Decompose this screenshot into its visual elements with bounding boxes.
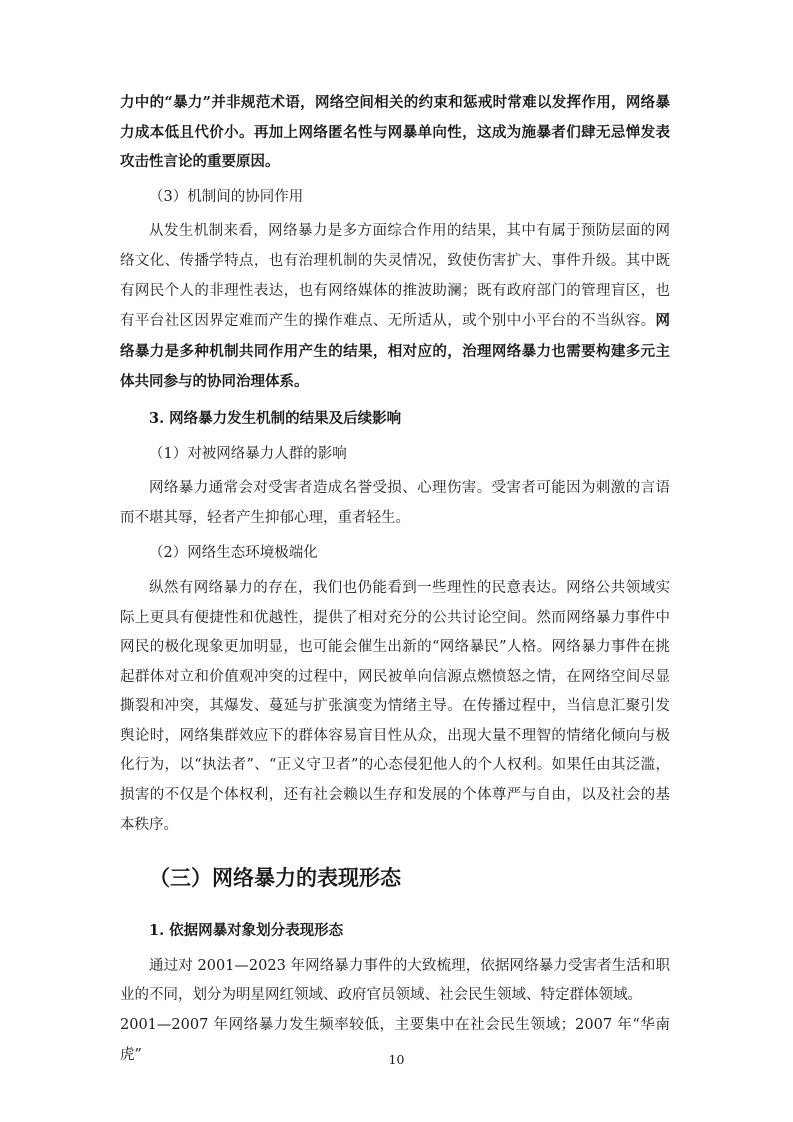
- paragraph-continued: 力中的“暴力”并非规范术语，网络空间相关的约束和惩戒时常难以发挥作用，网络暴力成本低且代价小。再加上网络匿名性与网暴单向性，这成为施暴者们肆无忌惮发表攻击性言论的重要原因。: [120, 94, 670, 171]
- paragraph-ecology: 纵然有网络暴力的存在，我们也仍能看到一些理性的民意表达。网络公共领域实际上更具有便捷性和优越性，提供了相对充分的公共讨论空间。然而网络暴力事件中网民的极化现象更加明显，也可能会催生出新的“网络暴民”人格。网络暴力事件在挑起群体对立和价值观冲突的过程中，网民被单向信源点燃愤怒之情，在网络空间尽显撕裂和冲突，其爆发、蔓延与扩张演变为情绪主导。在传播过程中，当信息汇聚引发舆论时，网络集群效应下的群体容易盲目性从众，出现大量不理智的情绪化倾向与极化行为，以“执法者”、“正义守卫者”的心态侵犯他人的个人权利。如果任由其泛滥，损害的不仅是个体权利，还有社会赖以生存和发展的个体尊严与自由，以及社会的基本秩序。: [120, 579, 670, 833]
- paragraph-emphasis: 网络暴力是多种机制共同作用产生的结果，相对应的，治理网络暴力也需要构建多元主体共同参与的协同治理体系。: [120, 312, 670, 391]
- paragraph-text: 从发生机制来看，网络暴力是多方面综合作用的结果，其中有属于预防层面的网络文化、传播学特点，也有治理机制的失灵情况，致使伤害扩大、事件升级。其中既有网民个人的非理性表达，也有网络媒体的推波助澜；既有政府部门的管理盲区，也有平台社区因界定难而产生的操作难点、无所适从，或个别中小平台的不当纵容。: [120, 223, 670, 330]
- chapter-heading: （三）网络暴力的表现形态: [149, 865, 401, 891]
- subsection-heading-victims: （1）对被网络暴力人群的影响: [149, 445, 347, 462]
- subsection-heading-ecology: （2）网络生态环境极端化: [149, 545, 318, 562]
- section-heading-forms: 1. 依据网暴对象划分表现形态: [149, 922, 344, 940]
- page-number: 10: [388, 1052, 405, 1067]
- subsection-heading-mechanism-synergy: （3）机制间的协同作用: [149, 188, 304, 205]
- paragraph-frequency: 2001—2007 年网络暴力发生频率较低，主要集中在社会民生领域；2007 年“华南虎”: [120, 1017, 670, 1063]
- paragraph-forms: 通过对 2001—2023 年网络暴力事件的大致梳理，依据网络暴力受害者生活和职业的不同，划分为明星网红领域、政府官员领域、社会民生领域、特定群体领域。: [120, 957, 670, 1004]
- section-heading-results: 3. 网络暴力发生机制的结果及后续影响: [149, 409, 402, 427]
- paragraph-mechanism: [120, 217, 670, 398]
- paragraph-victims: 网络暴力通常会对受害者造成名誉受损、心理伤害。受害者可能因为刺激的言语而不堪其辱，轻者产生抑郁心理，重者轻生。: [120, 480, 670, 526]
- page-content: [120, 88, 670, 1070]
